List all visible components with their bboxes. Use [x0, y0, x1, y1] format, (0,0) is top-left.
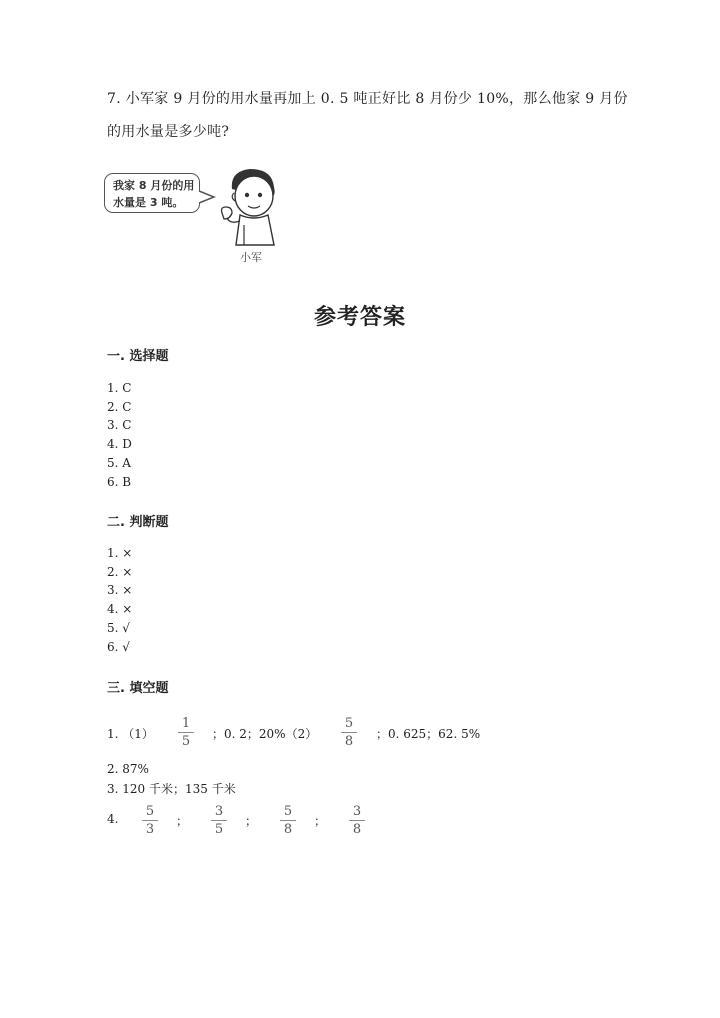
illustration [104, 163, 280, 267]
separator: ； [176, 814, 189, 828]
list-item: 4. × [107, 602, 133, 617]
list-item: 2. C [107, 399, 132, 414]
judge-answers [107, 544, 132, 656]
list-item: 5. √ [107, 620, 130, 635]
fill-q1-mid: ；0. 2；20%（2） [212, 727, 318, 741]
list-item: 3. C [107, 418, 132, 433]
list-item: 1. × [107, 546, 133, 560]
question-line-1: 7. 小军家 9 月份的用水量再加上 0. 5 吨正好比 8 月份少 10%，那么他家 9 月份 [107, 91, 628, 107]
list-item: 3. × [107, 583, 133, 598]
choice-answers [107, 379, 132, 491]
fraction: 1 5 [178, 716, 194, 749]
list-item: 2. × [107, 564, 133, 579]
question-line-2: 的用水量是多少吨? [107, 124, 230, 140]
fill-q4-label: 4. [107, 812, 119, 826]
list-item: 6. √ [107, 639, 130, 654]
fraction: 5 8 [341, 716, 357, 749]
list-item: 4. D [107, 437, 132, 452]
bubble-line-1: 我家 8 月份的用 [113, 179, 195, 192]
fill-q2: 2. 87% [107, 762, 149, 776]
section-heading-judge: 二. 判断题 [107, 515, 169, 530]
bubble-line-2: 水量是 3 吨。 [113, 196, 184, 209]
fill-q1-tail: ；0. 625；62. 5% [376, 727, 481, 741]
figure-caption: 小军 [240, 251, 262, 264]
section-heading-choice: 一. 选择题 [107, 349, 169, 364]
list-item: 5. A [107, 455, 131, 470]
list-item: 1. C [107, 381, 132, 395]
separator: ； [245, 814, 258, 828]
fraction: 3 5 [211, 804, 227, 837]
fraction: 5 3 [142, 804, 158, 837]
fraction: 3 8 [349, 804, 365, 837]
fraction: 5 8 [280, 804, 296, 837]
fill-q1-label: 1. （1） [107, 727, 154, 741]
separator: ； [314, 814, 327, 828]
fill-q3: 3. 120 千米；135 千米 [107, 782, 236, 796]
list-item: 6. B [107, 474, 132, 489]
answer-key-title: 参考答案 [313, 305, 406, 330]
section-heading-fill: 三. 填空题 [107, 681, 169, 696]
